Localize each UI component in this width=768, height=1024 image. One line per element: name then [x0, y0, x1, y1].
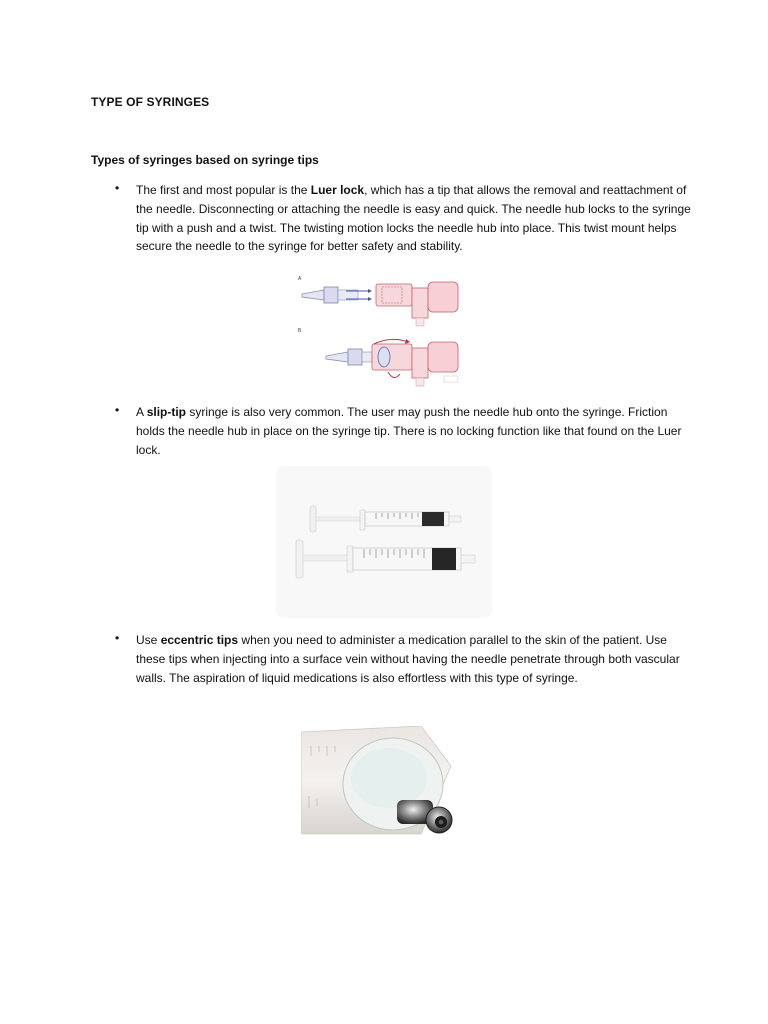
luer-lock-diagram [296, 270, 468, 392]
bullet-marker: • [115, 631, 120, 645]
label-a: A [298, 276, 302, 282]
bold-term: slip-tip [146, 405, 187, 419]
bullet-text: A slip-tip syringe is also very common. The user may push the needle hub onto the syringe. Friction holds the needle hub in place on the syringe tip. There is no locking function like that found on the Luer lock. [136, 405, 682, 457]
luer-assembly-b [326, 339, 458, 386]
bold-term: Luer lock [310, 183, 365, 197]
bullet-text: Use eccentric tips when you need to administer a medication parallel to the skin of the patient. Use these tips when injecting into a surface vein without having the needle penetrate through both vascular walls. The aspiration of liquid medications is also effortless with this type of syringe. [136, 633, 680, 685]
bullet-text: The first and most popular is the Luer lock, which has a tip that allows the removal and reattachment of the needle. Disconnecting or attaching the needle is easy and quick. The needle hub locks to the syringe tip with a push and a twist. The twisting motion locks the needle hub into place. This twist mount helps secure the needle to the syringe for better safety and stability. [136, 183, 691, 254]
slip-tip-syringes-photo [276, 466, 492, 618]
section-subtitle: Types of syringes based on syringe tips [91, 153, 319, 167]
bullet-marker: • [115, 403, 120, 417]
document-title: TYPE OF SYRINGES [91, 95, 210, 109]
bullet-marker: • [115, 181, 120, 195]
luer-assembly-a [302, 282, 458, 326]
eccentric-tip-photo [301, 726, 477, 836]
bold-term: eccentric tips [160, 633, 239, 647]
label-b: B [298, 328, 302, 334]
